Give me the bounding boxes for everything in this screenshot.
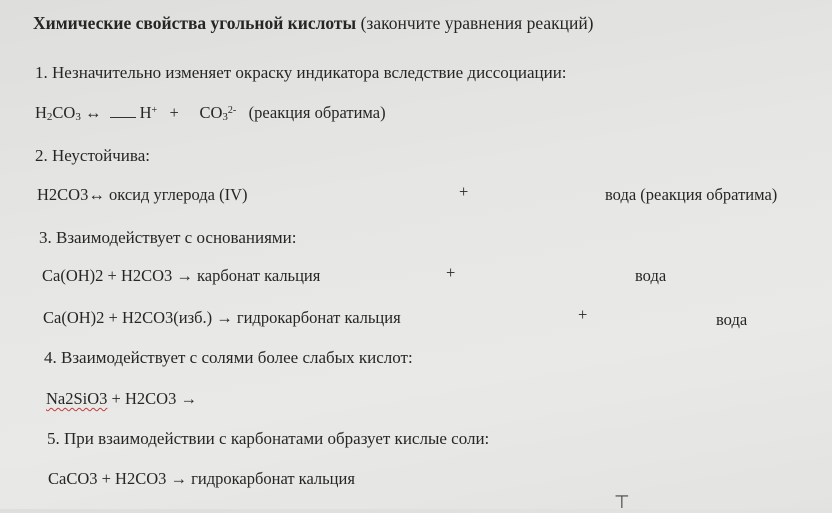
section-3-eq1-left: Ca(OH)2 + H2CO3 → карбонат кальция — [42, 266, 321, 285]
eq1-plus: + — [169, 103, 179, 122]
section-3-eq1-plus: + — [446, 263, 456, 282]
eq1-arrow: ↔ — [84, 103, 102, 122]
page-title — [33, 13, 594, 34]
text-cursor-icon: ⊤ — [614, 492, 630, 513]
section-4-heading: 4. Взаимодействует с солями более слабых кислот: — [44, 348, 413, 367]
eq1-h: H — [35, 103, 47, 122]
section-5-equation: CaCO3 + H2CO3 → гидрокарбонат кальция — [48, 469, 355, 488]
section-3-eq2-right: вода — [716, 310, 748, 329]
section-3-heading: 3. Взаимодействует с основаниями: — [39, 228, 297, 247]
section-2-eq-right: вода (реакция обратима) — [605, 185, 778, 204]
eq1-co3: CO — [199, 103, 223, 122]
eq1-sub1: 2 — [46, 111, 53, 123]
section-3-eq1-right: вода — [635, 266, 667, 285]
eq1-co3-sub: 3 — [222, 111, 228, 123]
section-4-eq-rest: + H2CO3 → — [107, 389, 197, 408]
title-note: (закончите уравнения реакций) — [360, 13, 594, 33]
answer-blank[interactable] — [110, 105, 136, 118]
eq1-h-charge: + — [151, 105, 158, 116]
section-5-heading: 5. При взаимодействии с карбонатами образует кислые соли: — [47, 429, 490, 448]
section-2-eq-left: H2CO3↔ оксид углерода (IV) — [37, 185, 248, 204]
eq1-sub2: 3 — [75, 111, 81, 123]
eq1-h-ion: H — [139, 103, 152, 122]
title-bold: Химические свойства угольной кислоты — [33, 13, 357, 33]
section-2-plus: + — [459, 182, 469, 201]
section-2-heading: 2. Неустойчива: — [35, 146, 150, 165]
eq1-co3-charge: 2- — [227, 105, 237, 116]
section-1-heading: 1. Незначительно изменяет окраску индикатора вследствие диссоциации: — [35, 63, 567, 82]
eq1-note: (реакция обратима) — [248, 103, 386, 122]
section-4-eq-word: Na2SiO3 — [46, 389, 108, 408]
eq1-co: CO — [52, 103, 76, 122]
section-1-equation — [35, 103, 386, 123]
section-3-eq2-left: Ca(OH)2 + H2CO3(изб.) → гидрокарбонат кальция — [43, 308, 401, 327]
section-3-eq2-plus: + — [578, 305, 588, 324]
section-4-equation — [46, 389, 197, 409]
